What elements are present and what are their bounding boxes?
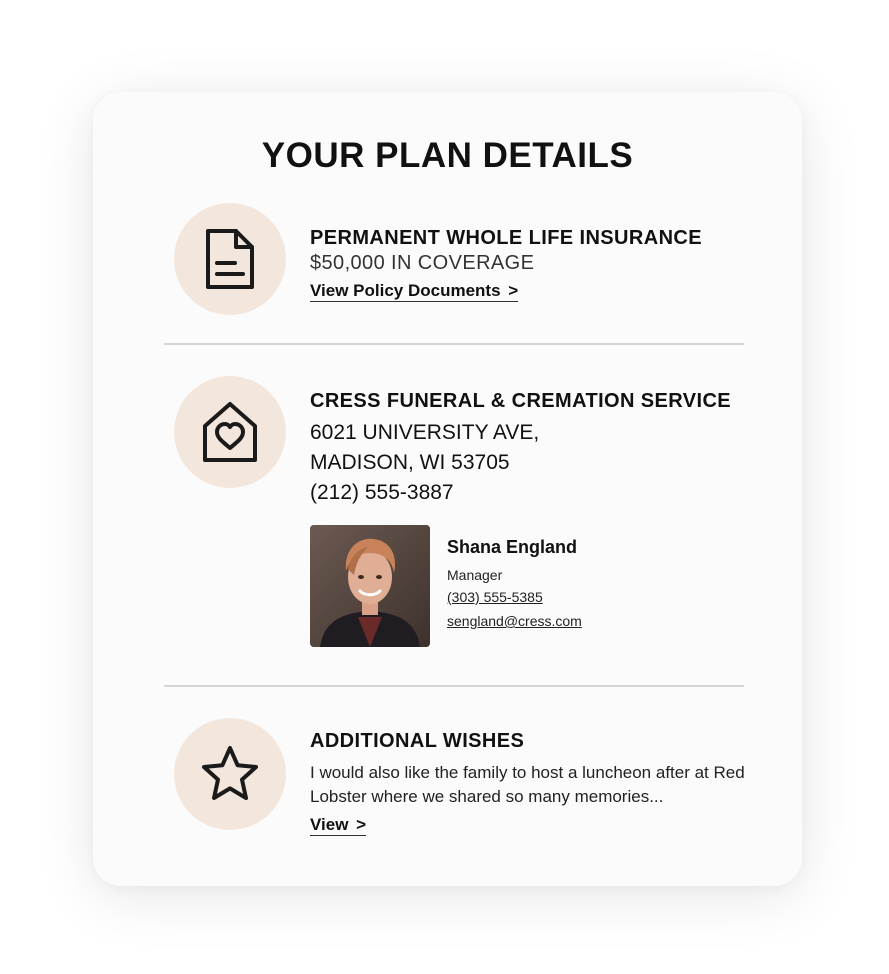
- funeral-home-phone: (212) 555-3887: [310, 481, 454, 504]
- view-wishes-link[interactable]: [310, 815, 366, 836]
- wishes-text: I would also like the family to host a luncheon after at Red Lobster where we shared so many memories...: [310, 763, 745, 806]
- document-icon-badge: [174, 203, 286, 315]
- insurance-section: [310, 227, 702, 302]
- contact-role: Manager: [447, 567, 503, 583]
- funeral-home-heading: CRESS FUNERAL & CREMATION SERVICE: [310, 390, 732, 412]
- contact-phone-link[interactable]: (303) 555-5385: [447, 589, 543, 605]
- chevron-right-icon: >: [508, 281, 519, 300]
- divider: [164, 685, 744, 687]
- house-heart-icon-badge: [174, 376, 286, 488]
- address-line-2: MADISON, WI 53705: [310, 451, 510, 474]
- view-policy-documents-link[interactable]: [310, 281, 518, 302]
- contact-email-link[interactable]: sengland@cress.com: [447, 613, 582, 629]
- document-icon: [204, 227, 256, 291]
- address-line-1: 6021 UNIVERSITY AVE,: [310, 421, 540, 444]
- star-icon-badge: [174, 718, 286, 830]
- contact-name: Shana England: [447, 537, 578, 557]
- wishes-heading: ADDITIONAL WISHES: [310, 730, 525, 752]
- page-title: YOUR PLAN DETAILS: [261, 136, 634, 175]
- view-policy-documents-label: View Policy Documents: [310, 281, 501, 300]
- coverage-amount: $50,000 IN COVERAGE: [310, 252, 535, 274]
- house-heart-icon: [201, 400, 259, 464]
- funeral-home-section: [310, 390, 731, 508]
- star-icon: [198, 744, 262, 804]
- wishes-section: [310, 730, 760, 836]
- insurance-heading: PERMANENT WHOLE LIFE INSURANCE: [310, 227, 702, 249]
- divider: [164, 343, 744, 345]
- contact-photo: [310, 525, 430, 647]
- view-wishes-label: View: [310, 815, 349, 834]
- person-portrait-icon: [310, 525, 430, 647]
- chevron-right-icon: >: [356, 815, 367, 834]
- plan-details-card: [93, 92, 802, 886]
